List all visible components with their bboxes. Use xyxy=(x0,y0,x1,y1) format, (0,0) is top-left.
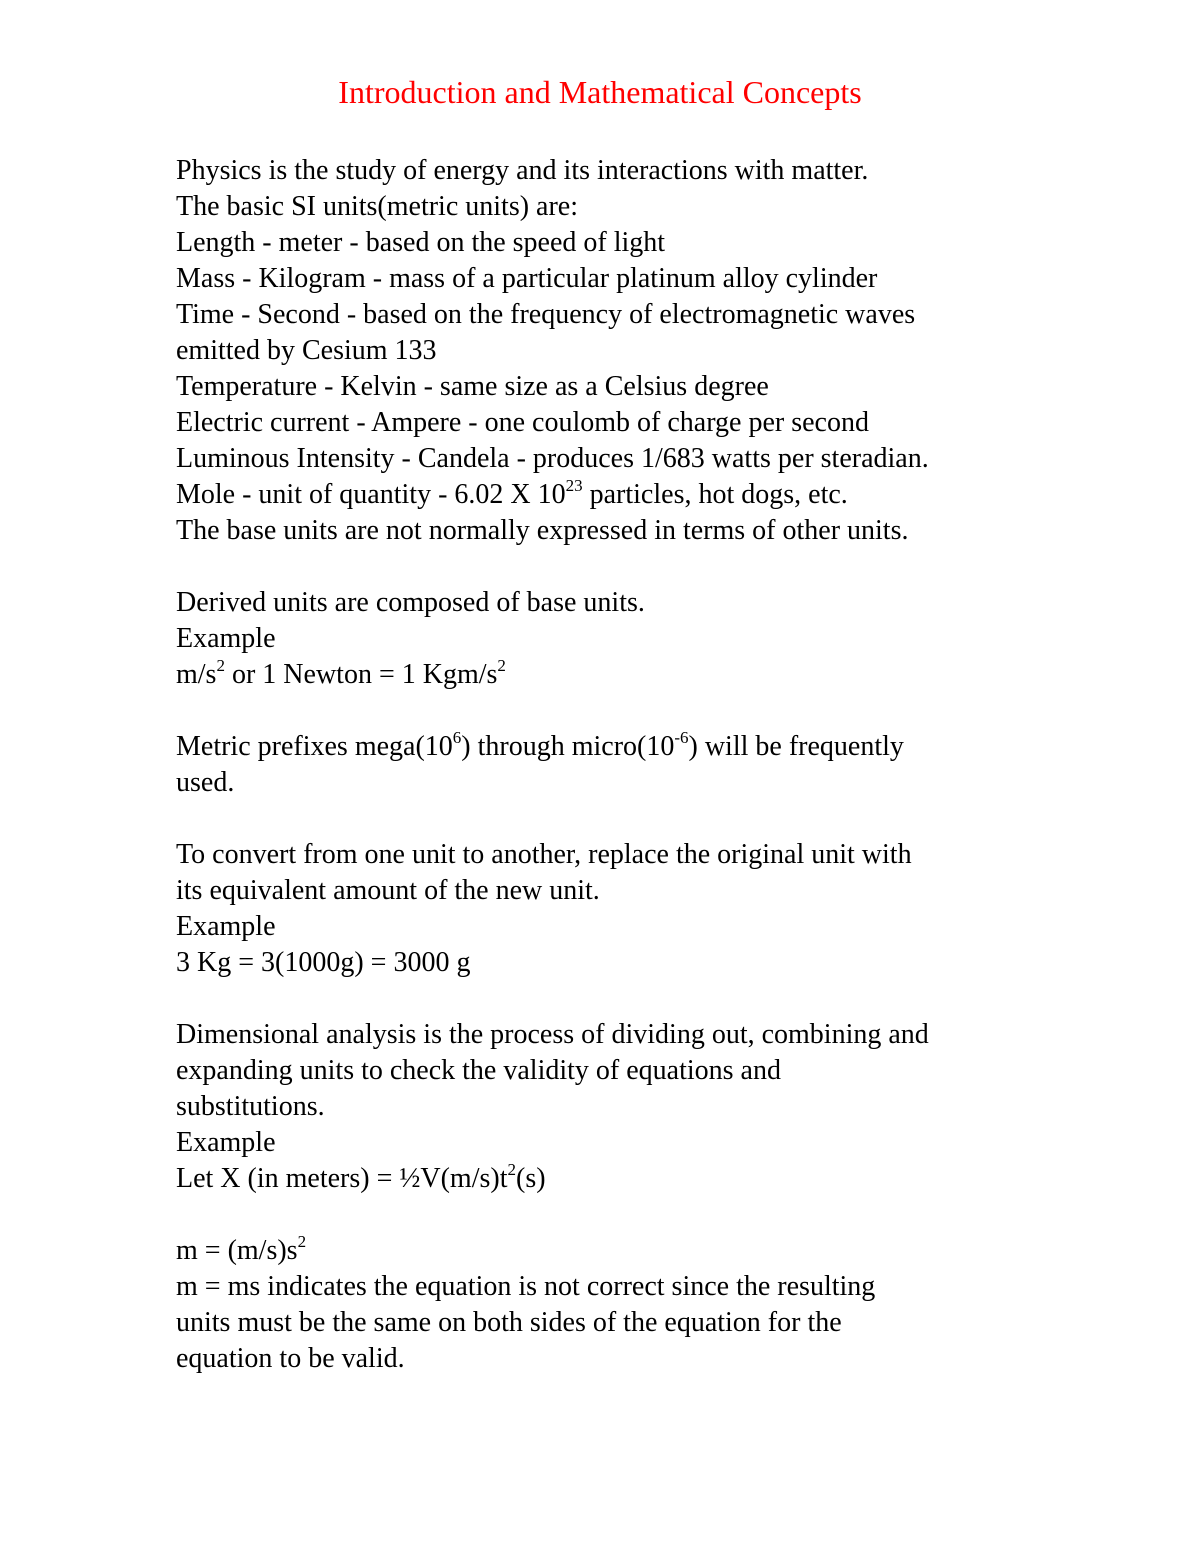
conclusion-line-2: units must be the same on both sides of the equation for the xyxy=(176,1307,842,1338)
conclusion-line: m = ms indicates the equation is not correct since the resulting xyxy=(176,1271,876,1302)
derived-exp-a: 2 xyxy=(216,655,225,675)
derived-exp-b: 2 xyxy=(497,655,506,675)
unit-temperature: Temperature - Kelvin - same size as a Celsius degree xyxy=(176,371,769,402)
m-equation-text: m = (m/s)s xyxy=(176,1235,298,1266)
mole-text: Mole - unit of quantity - 6.02 X 10 xyxy=(176,479,566,510)
prefix-exp-micro: -6 xyxy=(674,727,689,747)
m-equation xyxy=(176,1233,1056,1269)
dimensional-line-2: expanding units to check the validity of equations and xyxy=(176,1055,781,1086)
unit-time: Time - Second - based on the frequency of electromagnetic waves xyxy=(176,299,916,330)
prefix-line-cont: used. xyxy=(176,767,235,798)
convert-line-cont: its equivalent amount of the new unit. xyxy=(176,875,600,906)
derived-units-line: Derived units are composed of base units. xyxy=(176,587,645,618)
derived-example-b: or 1 Newton = 1 Kgm/s xyxy=(224,659,498,690)
mole-exponent: 23 xyxy=(565,475,583,495)
derived-example-a: m/s xyxy=(176,659,217,690)
document-body xyxy=(176,153,1056,1377)
unit-luminous: Luminous Intensity - Candela - produces 1/683 watts per steradian. xyxy=(176,443,929,474)
example-label: Example xyxy=(176,1127,276,1158)
si-units-heading: The basic SI units(metric units) are: xyxy=(176,191,578,222)
base-units-note: The base units are not normally expressed in terms of other units. xyxy=(176,515,909,546)
equation-text-b: (s) xyxy=(516,1163,546,1194)
prefix-text-b: ) through micro(10 xyxy=(461,731,675,762)
convert-line: To convert from one unit to another, replace the original unit with xyxy=(176,839,912,870)
equation-text-a: Let X (in meters) = ½V(m/s)t xyxy=(176,1163,508,1194)
m-equation-exp: 2 xyxy=(297,1231,307,1251)
prefix-text-c: ) will be frequently xyxy=(688,731,904,762)
unit-current: Electric current - Ampere - one coulomb of charge per second xyxy=(176,407,869,438)
dimensional-equation xyxy=(176,1161,1056,1197)
intro-line: Physics is the study of energy and its interactions with matter. xyxy=(176,155,869,186)
example-label: Example xyxy=(176,911,276,942)
page-title: Introduction and Mathematical Concepts xyxy=(338,74,862,110)
prefix-exp-mega: 6 xyxy=(452,727,462,747)
prefix-text-a: Metric prefixes mega(10 xyxy=(176,731,453,762)
convert-example: 3 Kg = 3(1000g) = 3000 g xyxy=(176,947,471,978)
prefix-line xyxy=(176,729,1056,765)
conclusion-line-3: equation to be valid. xyxy=(176,1343,405,1374)
unit-length: Length - meter - based on the speed of light xyxy=(176,227,666,258)
dimensional-line: Dimensional analysis is the process of dividing out, combining and xyxy=(176,1019,929,1050)
unit-mole xyxy=(176,477,1056,513)
example-label: Example xyxy=(176,623,276,654)
mole-text-end: particles, hot dogs, etc. xyxy=(582,479,848,510)
unit-mass: Mass - Kilogram - mass of a particular platinum alloy cylinder xyxy=(176,263,878,294)
dimensional-line-3: substitutions. xyxy=(176,1091,325,1122)
equation-exp: 2 xyxy=(507,1159,516,1179)
unit-time-cont: emitted by Cesium 133 xyxy=(176,335,437,366)
derived-example xyxy=(176,657,1056,693)
